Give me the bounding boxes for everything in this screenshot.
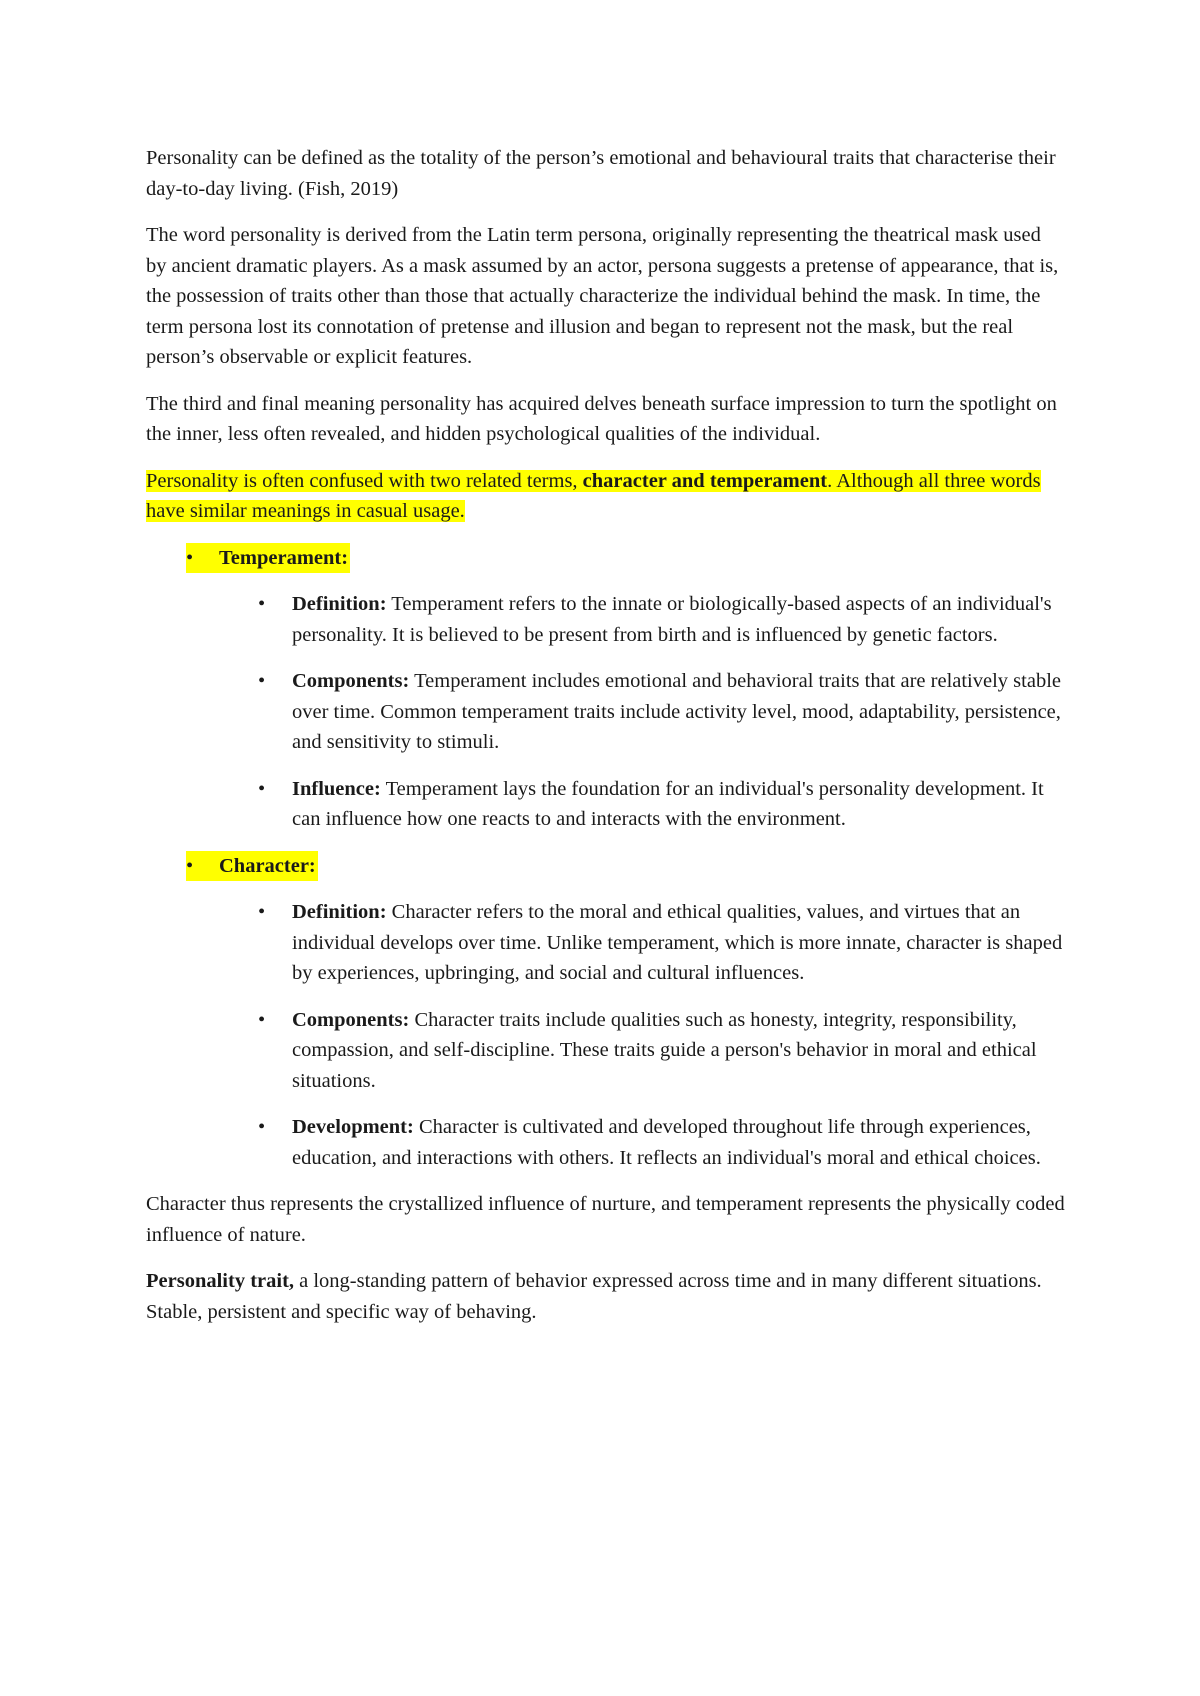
- character-sublist: [219, 897, 1066, 1173]
- item-text: Character refers to the moral and ethical qualities, values, and virtues that an individual develops over time. Unlike temperament, which is more innate, character is shaped by experiences, upbringing, and social and cultural influences.: [292, 901, 1063, 984]
- item-text: Temperament lays the foundation for an individual's personality development. It can influence how one reacts to and interacts with the environment.: [292, 777, 1044, 830]
- paragraph-nurture-nature: Character thus represents the crystallized influence of nurture, and temperament represents the physically coded influence of nature.: [146, 1193, 1065, 1246]
- bullet-icon: •: [258, 670, 266, 692]
- bullet-icon: •: [258, 901, 266, 923]
- item-text: Temperament refers to the innate or biologically-based aspects of an individual's personality. It is believed to be present from birth and is influenced by genetic factors.: [292, 593, 1052, 646]
- bullet-icon: •: [186, 854, 194, 877]
- list-item: [219, 589, 1066, 650]
- term-definition: a long-standing pattern of behavior expressed across time and in many different situations. Stable, persistent and specific way of behaving.: [146, 1270, 1042, 1323]
- section-heading-character: • Character:: [186, 851, 318, 882]
- top-level-list: [146, 543, 1066, 1174]
- highlight-text: Personality is often confused with two related terms,: [146, 469, 583, 492]
- item-label: Definition:: [292, 593, 387, 615]
- list-item: [219, 1112, 1066, 1173]
- bullet-icon: •: [258, 593, 266, 615]
- paragraph-personality-definition: Personality can be defined as the totality of the person’s emotional and behavioural traits that characterise their day-to-day living. (Fish, 2019): [146, 147, 1056, 200]
- item-text: Character is cultivated and developed throughout life through experiences, education, and interactions with others. It reflects an individual's moral and ethical choices.: [292, 1116, 1041, 1169]
- temperament-sublist: [219, 589, 1066, 835]
- bold-text: character and temperament: [582, 469, 828, 492]
- item-text: Temperament includes emotional and behavioral traits that are relatively stable over time. Common temperament traits include activity level, mood, adaptability, persistence, and sensitivity to stimuli.: [292, 670, 1061, 753]
- item-label: Development:: [292, 1116, 414, 1138]
- list-item: [219, 666, 1066, 758]
- item-label: Influence:: [292, 777, 381, 800]
- list-item-character: [146, 851, 1066, 1174]
- paragraph-personality-trait: [146, 1266, 1066, 1327]
- item-text: Character traits include qualities such as honesty, integrity, responsibility, compassion, and self-discipline. These traits guide a person's behavior in moral and ethical situations.: [292, 1008, 1037, 1092]
- paragraph-third-meaning: The third and final meaning personality has acquired delves beneath surface impression to turn the spotlight on the inner, less often revealed, and hidden psychological qualities of the individual.: [146, 392, 1057, 445]
- bullet-icon: •: [258, 1116, 266, 1138]
- item-label: Components:: [292, 1008, 410, 1031]
- highlight-text: . Although all three words have similar meanings in casual usage.: [146, 469, 1041, 522]
- paragraph-persona-origin: The word personality is derived from the Latin term persona, originally representing the theatrical mask used by ancient dramatic players. As a mask assumed by an actor, persona suggests a pretense of appearance, that is, the possession of traits other than those that actually characterize the individual behind the mask. In time, the term persona lost its connotation of pretense and illusion and began to represent not the mask, but the real person’s observable or explicit features.: [146, 224, 1059, 368]
- item-label: Components:: [292, 670, 410, 692]
- bullet-icon: •: [186, 546, 194, 569]
- paragraph-related-terms: [146, 466, 1066, 527]
- bullet-icon: •: [258, 1008, 266, 1031]
- item-label: Definition:: [292, 901, 387, 923]
- bullet-icon: •: [258, 777, 266, 800]
- list-item: [219, 774, 1066, 835]
- section-heading-temperament: • Temperament:: [186, 543, 350, 574]
- list-item: [219, 1005, 1066, 1097]
- term-label: Personality trait,: [146, 1270, 295, 1292]
- list-item: [219, 897, 1066, 989]
- document-page: [146, 143, 1066, 1343]
- list-item-temperament: [146, 543, 1066, 835]
